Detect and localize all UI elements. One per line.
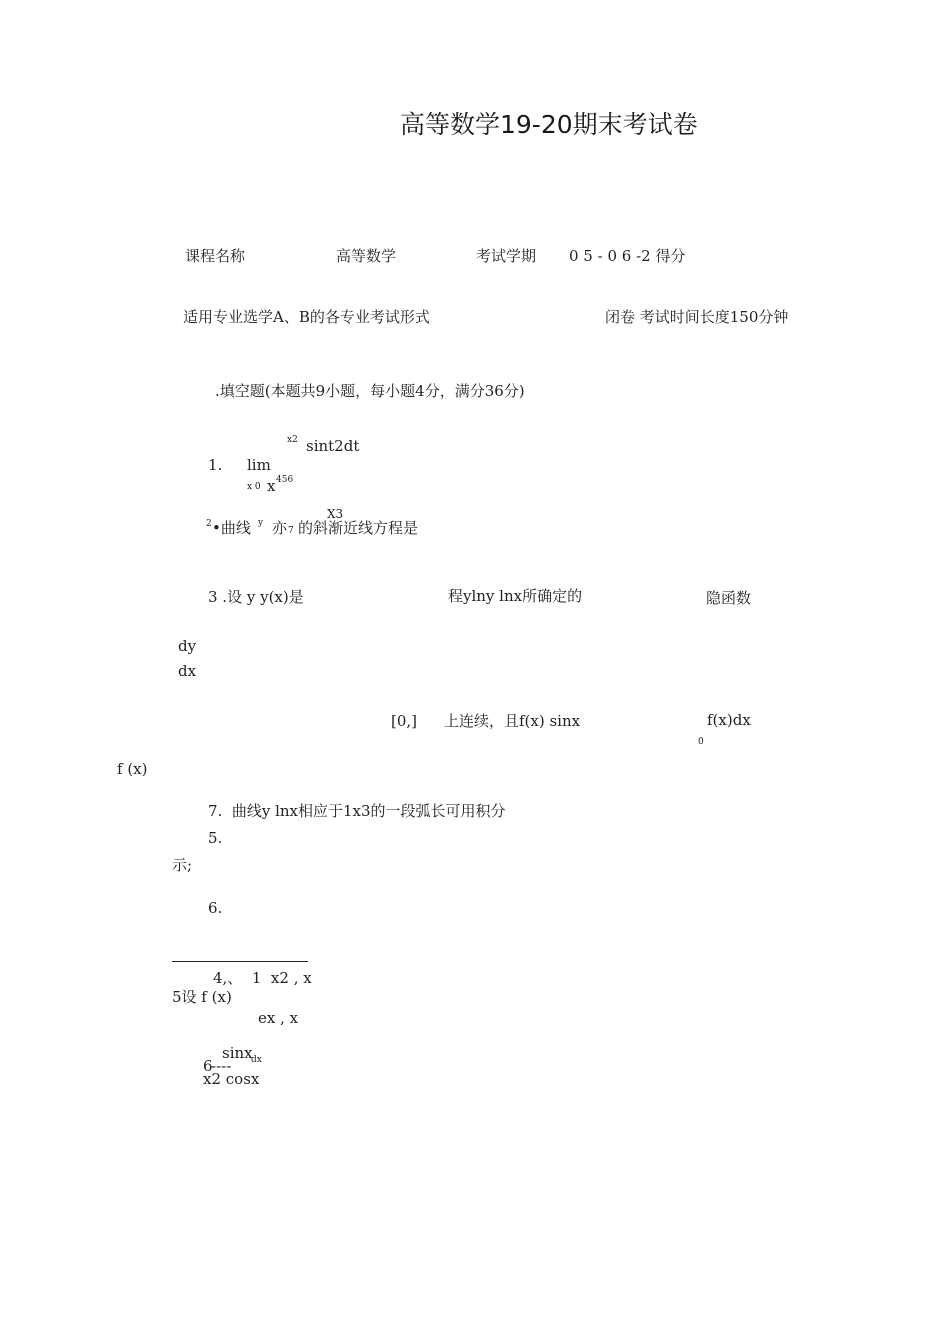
q4-interval: [0,] xyxy=(391,712,418,730)
q1-lim: lim xyxy=(247,456,271,474)
q3-part-c: 隐函数 xyxy=(706,589,752,607)
q2-rest: 的斜渐近线方程是 xyxy=(298,519,419,537)
derivative-denominator: dx xyxy=(178,662,197,680)
q1-denominator: x xyxy=(267,477,276,495)
q7-text: 7. 曲线y lnx相应于1x3的一段弧长可用积分 xyxy=(208,802,506,820)
course-value: 高等数学 xyxy=(336,247,397,265)
q6-number: 6. xyxy=(208,899,223,917)
fraction-denominator: x2 cosx xyxy=(203,1070,260,1088)
q5-number: 5. xyxy=(208,829,223,847)
exam-format: 闭卷 考试时间长度150分钟 xyxy=(605,308,789,326)
q4-text: 上连续，且f(x) sinx xyxy=(444,712,581,730)
fraction-prefix: 6 xyxy=(203,1057,213,1075)
q4-integral: f(x)dx xyxy=(707,711,751,729)
q2-y: y xyxy=(258,518,264,528)
q1-integrand: sint2dt xyxy=(306,437,360,455)
piecewise-label: 5设 f (x) xyxy=(172,988,232,1006)
q4-lower-limit: 0 xyxy=(698,737,704,747)
page-title: 高等数学19-20期末考试卷 xyxy=(400,110,698,139)
q3-part-b: 程ylny lnx所确定的 xyxy=(448,587,583,605)
q2-sub7: 7 xyxy=(288,526,294,536)
derivative-numerator: dy xyxy=(178,637,197,655)
q3-part-a: 3 .设 y y(x)是 xyxy=(208,588,304,606)
major-info: 适用专业选学A、B的各专业考试形式 xyxy=(183,308,430,326)
section-heading: .填空题(本题共9小题，每小题4分，满分36分) xyxy=(215,382,525,400)
q2-text: •曲线 xyxy=(212,519,251,537)
separator-line xyxy=(172,961,308,962)
term-label: 考试学期 xyxy=(476,247,537,265)
q1-denominator-exp: 456 xyxy=(276,475,294,485)
fraction-sup: dx xyxy=(251,1055,262,1065)
piecewise-line2: ex , x xyxy=(258,1009,299,1027)
fraction-dashes: ---- xyxy=(211,1057,232,1075)
q1-lim-sub: x 0 xyxy=(247,482,261,492)
shi-text: 示; xyxy=(172,856,193,874)
q2-prefix: 2 xyxy=(206,519,212,529)
q2-mid: 亦 xyxy=(272,519,288,537)
q1-number: 1. xyxy=(208,456,223,474)
fraction-numerator: sinx xyxy=(222,1044,253,1062)
f-of-x: f (x) xyxy=(117,760,148,778)
term-value: 0 5 - 0 6 -2 得分 xyxy=(569,247,686,265)
piecewise-line1: 4,、 1 x2 , x xyxy=(213,969,312,987)
q2-x3: X3 xyxy=(327,507,344,521)
q1-upper-limit: x2 xyxy=(287,435,298,445)
course-label: 课程名称 xyxy=(185,247,246,265)
